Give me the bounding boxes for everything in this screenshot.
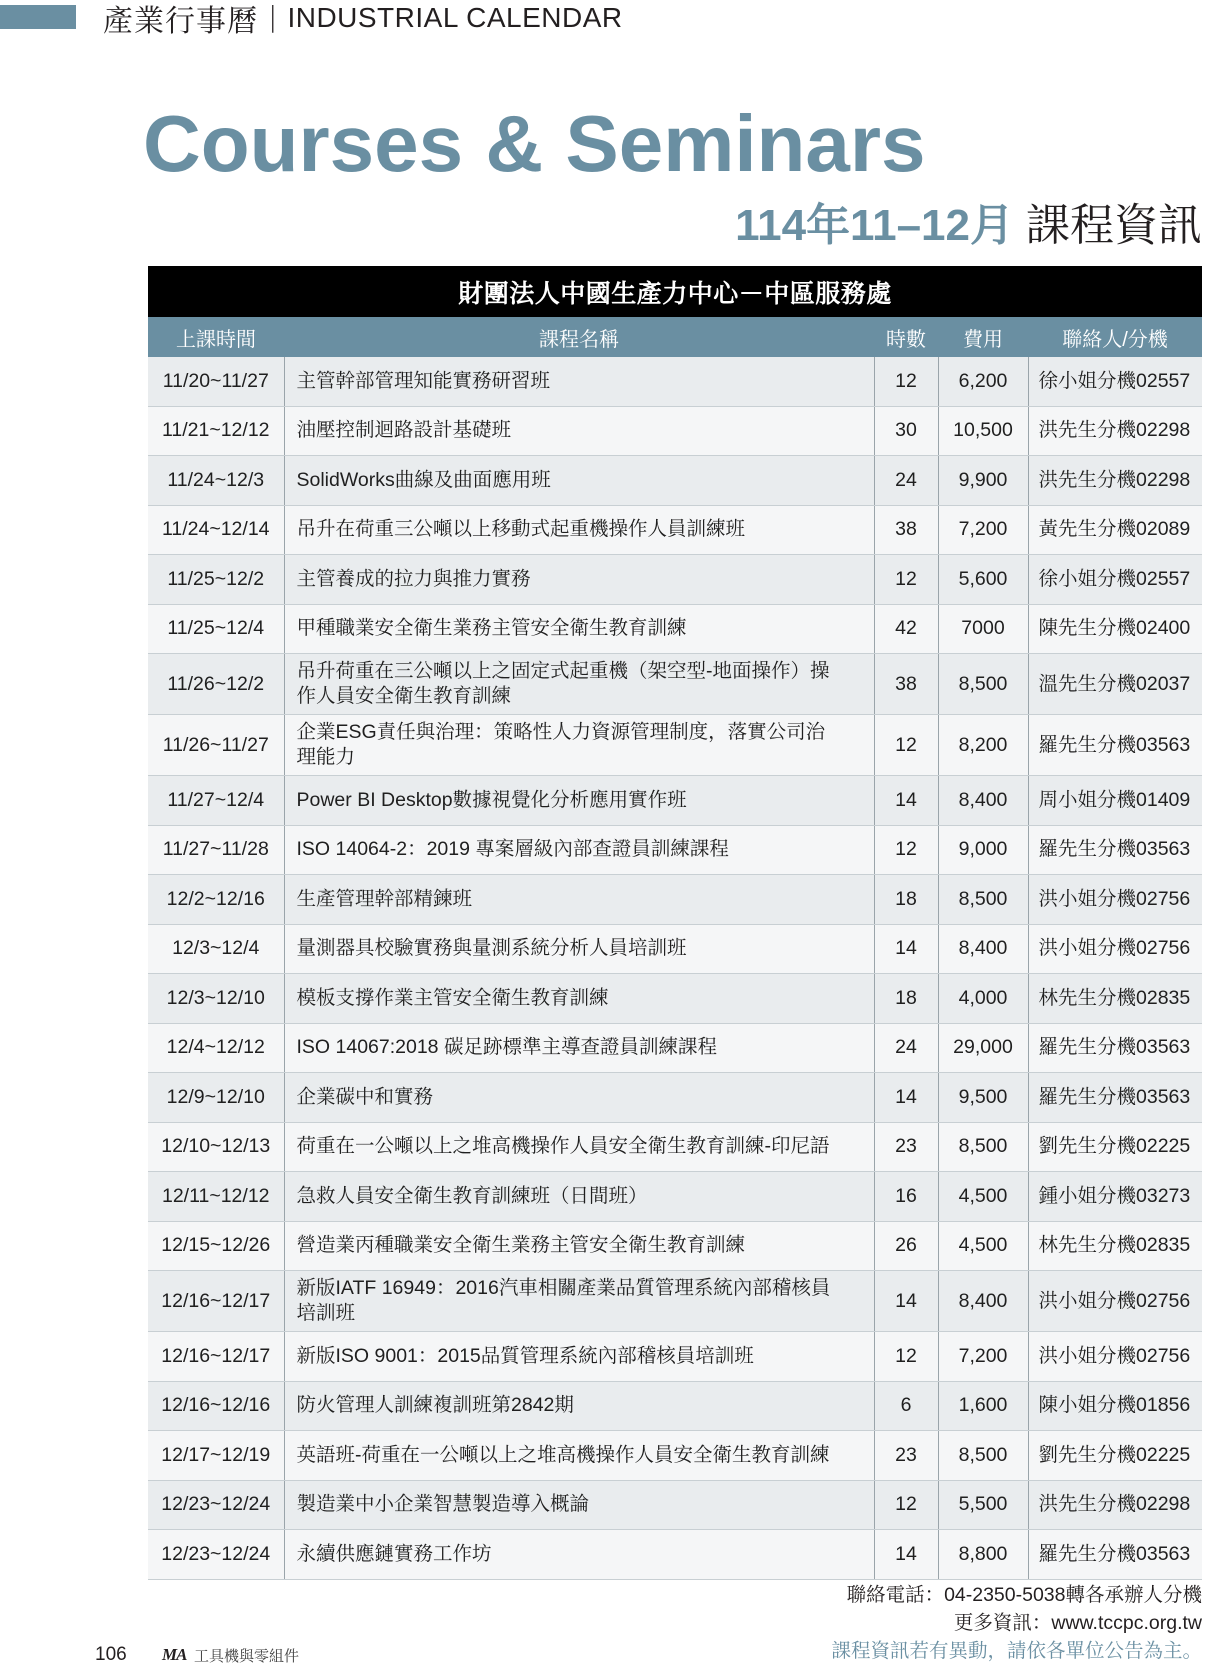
page-number: 106 — [95, 1644, 127, 1665]
course-fee: 4,000 — [938, 974, 1028, 1024]
section-divider: | — [268, 0, 278, 33]
section-title-en: INDUSTRIAL CALENDAR — [287, 2, 623, 33]
course-contact: 洪先生分機02298 — [1028, 1480, 1202, 1530]
course-name: SolidWorks曲線及曲面應用班 — [284, 456, 874, 506]
contact-phone: 聯絡電話：04-2350-5038轉各承辦人分機 — [846, 1583, 1202, 1606]
course-date: 11/26~11/27 — [148, 715, 284, 776]
course-date: 12/16~12/16 — [148, 1381, 284, 1431]
column-header-hours: 時數 — [874, 317, 938, 357]
course-fee: 9,900 — [938, 456, 1028, 506]
course-date: 12/17~12/19 — [148, 1431, 284, 1481]
course-hours: 24 — [874, 456, 938, 506]
course-date: 11/26~12/2 — [148, 654, 284, 715]
course-hours: 18 — [874, 974, 938, 1024]
course-contact: 劉先生分機02225 — [1028, 1431, 1202, 1481]
course-row — [148, 456, 1202, 506]
course-name: ISO 14064-2：2019 專案層級內部查證員訓練課程 — [284, 825, 874, 875]
course-hours: 12 — [874, 1332, 938, 1382]
more-info-website: 更多資訊：www.tccpc.org.tw — [953, 1611, 1202, 1634]
course-date: 12/15~12/26 — [148, 1221, 284, 1271]
course-name: 模板支撐作業主管安全衛生教育訓練 — [284, 974, 874, 1024]
course-row — [148, 1221, 1202, 1271]
publication-name: 工具機與零組件 — [194, 1646, 300, 1665]
course-row — [148, 1271, 1202, 1332]
course-fee: 8,200 — [938, 715, 1028, 776]
course-date: 12/10~12/13 — [148, 1122, 284, 1172]
course-contact: 洪先生分機02298 — [1028, 406, 1202, 456]
course-fee: 9,000 — [938, 825, 1028, 875]
course-name: Power BI Desktop數據視覺化分析應用實作班 — [284, 776, 874, 826]
course-name: 主管幹部管理知能實務研習班 — [284, 357, 874, 406]
course-date: 12/4~12/12 — [148, 1023, 284, 1073]
course-row — [148, 654, 1202, 715]
course-hours: 12 — [874, 715, 938, 776]
course-hours: 23 — [874, 1122, 938, 1172]
organizer-row — [148, 266, 1202, 317]
course-date: 12/16~12/17 — [148, 1271, 284, 1332]
course-fee: 8,500 — [938, 1122, 1028, 1172]
course-name: 生產管理幹部精鍊班 — [284, 875, 874, 925]
course-date: 12/23~12/24 — [148, 1530, 284, 1580]
course-hours: 14 — [874, 1530, 938, 1580]
subtitle-label: 課程資訊 — [1026, 200, 1202, 251]
course-date: 12/3~12/10 — [148, 974, 284, 1024]
course-date: 12/16~12/17 — [148, 1332, 284, 1382]
course-fee: 6,200 — [938, 357, 1028, 406]
course-fee: 9,500 — [938, 1073, 1028, 1123]
course-name: 量測器具校驗實務與量測系統分析人員培訓班 — [284, 924, 874, 974]
course-name: 甲種職業安全衛生業務主管安全衛生教育訓練 — [284, 604, 874, 654]
course-date: 11/21~12/12 — [148, 406, 284, 456]
course-contact: 陳先生分機02400 — [1028, 604, 1202, 654]
course-contact: 洪小姐分機02756 — [1028, 1332, 1202, 1382]
course-contact: 黃先生分機02089 — [1028, 505, 1202, 555]
course-hours: 12 — [874, 825, 938, 875]
course-name: ISO 14067:2018 碳足跡標準主導查證員訓練課程 — [284, 1023, 874, 1073]
change-notice: 課程資訊若有異動，請依各單位公告為主。 — [831, 1639, 1202, 1662]
course-hours: 24 — [874, 1023, 938, 1073]
course-date: 11/25~12/4 — [148, 604, 284, 654]
course-hours: 6 — [874, 1381, 938, 1431]
course-fee: 8,800 — [938, 1530, 1028, 1580]
course-date: 11/24~12/14 — [148, 505, 284, 555]
course-date: 11/27~11/28 — [148, 825, 284, 875]
course-contact: 羅先生分機03563 — [1028, 1073, 1202, 1123]
course-row — [148, 604, 1202, 654]
course-row — [148, 1332, 1202, 1382]
course-contact: 洪先生分機02298 — [1028, 456, 1202, 506]
course-name: 荷重在一公噸以上之堆高機操作人員安全衛生教育訓練-印尼語 — [284, 1122, 874, 1172]
course-contact: 洪小姐分機02756 — [1028, 924, 1202, 974]
course-hours: 12 — [874, 555, 938, 605]
column-header-course: 課程名稱 — [284, 317, 874, 357]
subtitle-period: 114年11–12月 — [735, 201, 1014, 250]
course-name: 防火管理人訓練複訓班第2842期 — [284, 1381, 874, 1431]
course-fee: 5,500 — [938, 1480, 1028, 1530]
course-contact: 溫先生分機02037 — [1028, 654, 1202, 715]
course-row — [148, 1480, 1202, 1530]
course-contact: 羅先生分機03563 — [1028, 1023, 1202, 1073]
course-contact: 鍾小姐分機03273 — [1028, 1172, 1202, 1222]
course-contact: 洪小姐分機02756 — [1028, 875, 1202, 925]
course-name: 營造業丙種職業安全衛生業務主管安全衛生教育訓練 — [284, 1221, 874, 1271]
section-title-zh: 產業行事曆 — [103, 4, 258, 39]
column-header-row — [148, 317, 1202, 357]
course-date: 12/2~12/16 — [148, 875, 284, 925]
course-contact: 陳小姐分機01856 — [1028, 1381, 1202, 1431]
course-contact: 徐小姐分機02557 — [1028, 357, 1202, 406]
course-row — [148, 505, 1202, 555]
course-date: 11/25~12/2 — [148, 555, 284, 605]
course-name: 主管養成的拉力與推力實務 — [284, 555, 874, 605]
course-row — [148, 924, 1202, 974]
course-date: 12/23~12/24 — [148, 1480, 284, 1530]
course-row — [148, 825, 1202, 875]
course-fee: 4,500 — [938, 1172, 1028, 1222]
course-fee: 7000 — [938, 604, 1028, 654]
course-row — [148, 1122, 1202, 1172]
course-hours: 14 — [874, 776, 938, 826]
course-rows — [148, 357, 1202, 1579]
course-name: 新版IATF 16949：2016汽車相關產業品質管理系統內部稽核員培訓班 — [284, 1271, 874, 1332]
course-date: 12/3~12/4 — [148, 924, 284, 974]
course-row — [148, 1431, 1202, 1481]
course-name: 吊升荷重在三公噸以上之固定式起重機（架空型-地面操作）操作人員安全衛生教育訓練 — [284, 654, 874, 715]
course-hours: 14 — [874, 924, 938, 974]
course-hours: 14 — [874, 1073, 938, 1123]
course-contact: 羅先生分機03563 — [1028, 1530, 1202, 1580]
course-fee: 5,600 — [938, 555, 1028, 605]
course-row — [148, 1381, 1202, 1431]
course-fee: 29,000 — [938, 1023, 1028, 1073]
course-hours: 38 — [874, 505, 938, 555]
course-contact: 徐小姐分機02557 — [1028, 555, 1202, 605]
course-fee: 8,400 — [938, 1271, 1028, 1332]
course-hours: 38 — [874, 654, 938, 715]
page-subtitle — [735, 198, 1202, 264]
course-row — [148, 776, 1202, 826]
course-row — [148, 406, 1202, 456]
section-header — [103, 0, 623, 39]
course-name: 吊升在荷重三公噸以上移動式起重機操作人員訓練班 — [284, 505, 874, 555]
course-fee: 8,400 — [938, 776, 1028, 826]
course-date: 11/27~12/4 — [148, 776, 284, 826]
course-hours: 30 — [874, 406, 938, 456]
magazine-logo: MA — [162, 1645, 187, 1664]
column-header-fee: 費用 — [938, 317, 1028, 357]
course-name: 企業ESG責任與治理：策略性人力資源管理制度，落實公司治理能力 — [284, 715, 874, 776]
course-date: 12/9~12/10 — [148, 1073, 284, 1123]
course-hours: 26 — [874, 1221, 938, 1271]
course-contact: 劉先生分機02225 — [1028, 1122, 1202, 1172]
course-name: 油壓控制迴路設計基礎班 — [284, 406, 874, 456]
course-fee: 8,500 — [938, 1431, 1028, 1481]
course-name: 英語班-荷重在一公噸以上之堆高機操作人員安全衛生教育訓練 — [284, 1431, 874, 1481]
course-row — [148, 875, 1202, 925]
organizer-title: 財團法人中國生產力中心－中區服務處 — [148, 266, 1202, 317]
course-table-section — [148, 266, 1202, 1665]
course-name: 急救人員安全衛生教育訓練班（日間班） — [284, 1172, 874, 1222]
course-name: 新版ISO 9001：2015品質管理系統內部稽核員培訓班 — [284, 1332, 874, 1382]
contact-notes — [148, 1581, 1202, 1665]
course-fee: 1,600 — [938, 1381, 1028, 1431]
course-row — [148, 357, 1202, 406]
course-hours: 12 — [874, 1480, 938, 1530]
course-date: 12/11~12/12 — [148, 1172, 284, 1222]
page-title: Courses & Seminars — [143, 99, 926, 188]
course-date: 11/24~12/3 — [148, 456, 284, 506]
course-table — [148, 266, 1202, 1580]
course-hours: 42 — [874, 604, 938, 654]
course-row — [148, 555, 1202, 605]
course-row — [148, 1073, 1202, 1123]
course-fee: 10,500 — [938, 406, 1028, 456]
course-row — [148, 1530, 1202, 1580]
section-color-bar — [0, 5, 76, 29]
column-header-date: 上課時間 — [148, 317, 284, 357]
column-header-contact: 聯絡人/分機 — [1028, 317, 1202, 357]
page-footer — [95, 1644, 299, 1666]
course-fee: 4,500 — [938, 1221, 1028, 1271]
course-contact: 洪小姐分機02756 — [1028, 1271, 1202, 1332]
course-row — [148, 715, 1202, 776]
course-fee: 8,400 — [938, 924, 1028, 974]
course-hours: 16 — [874, 1172, 938, 1222]
course-contact: 周小姐分機01409 — [1028, 776, 1202, 826]
course-fee: 8,500 — [938, 875, 1028, 925]
course-date: 11/20~11/27 — [148, 357, 284, 406]
course-hours: 18 — [874, 875, 938, 925]
course-contact: 林先生分機02835 — [1028, 1221, 1202, 1271]
course-contact: 羅先生分機03563 — [1028, 825, 1202, 875]
course-fee: 8,500 — [938, 654, 1028, 715]
course-contact: 林先生分機02835 — [1028, 974, 1202, 1024]
course-fee: 7,200 — [938, 505, 1028, 555]
course-row — [148, 1023, 1202, 1073]
course-row — [148, 974, 1202, 1024]
course-fee: 7,200 — [938, 1332, 1028, 1382]
course-name: 永續供應鏈實務工作坊 — [284, 1530, 874, 1580]
course-name: 企業碳中和實務 — [284, 1073, 874, 1123]
course-hours: 14 — [874, 1271, 938, 1332]
course-hours: 23 — [874, 1431, 938, 1481]
course-contact: 羅先生分機03563 — [1028, 715, 1202, 776]
course-name: 製造業中小企業智慧製造導入概論 — [284, 1480, 874, 1530]
course-hours: 12 — [874, 357, 938, 406]
course-row — [148, 1172, 1202, 1222]
